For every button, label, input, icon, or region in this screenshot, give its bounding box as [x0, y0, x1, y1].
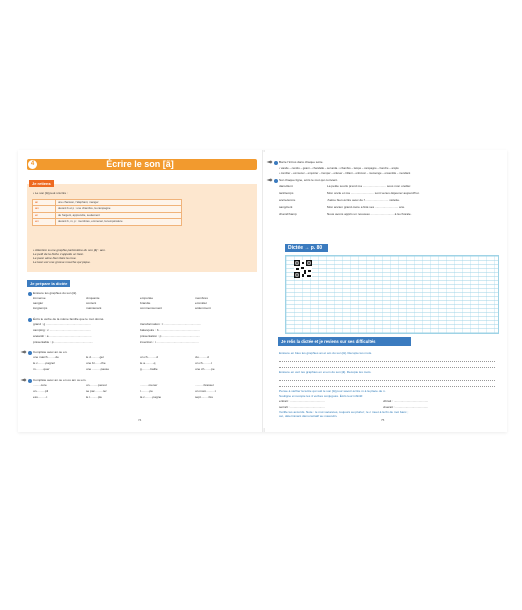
pencil-icon: [20, 350, 27, 354]
page-number-right: 75: [381, 418, 385, 422]
fill-blank[interactable]: m.........quer: [33, 367, 50, 371]
fill-blank[interactable]: un mom..........t: [195, 389, 216, 393]
retiens-example-3: Le taon est une grosse mouche qui pique.: [33, 260, 91, 264]
word: longtemps: [33, 306, 48, 310]
je-retiens-tag: Je retiens: [29, 180, 54, 187]
fill-blank[interactable]: une ..........pause: [86, 367, 110, 371]
qr-code-icon[interactable]: [294, 260, 312, 278]
pencil-icon: [20, 378, 27, 382]
fill-blank[interactable]: sept.........bre: [195, 395, 214, 399]
verb-answer[interactable]: entrait : ........................................: [279, 399, 325, 403]
pencil-icon: [266, 160, 273, 164]
graphie-example: devant b et p : une chambre, la campagne: [56, 206, 182, 212]
pencil-icon: [266, 178, 273, 182]
graphie-example: de l’argent, apprendre, seulement: [56, 212, 182, 218]
exercise-4-icon: [28, 379, 32, 383]
intrus-series-2[interactable]: • combler – emmener – emporter – tremper – enlever – trillant – enfoncer – mensonge – ensemble – mendiant: [279, 172, 411, 175]
answer-line[interactable]: [279, 386, 495, 387]
graphie-key: em: [33, 219, 56, 225]
exercise-1-icon: [28, 292, 32, 296]
relis-instruction-3: Pense à vérifier la lettre qui suit le son [ã] pour savoir écrire m à la place de n.: [279, 389, 386, 393]
fill-blank[interactable]: une br.......che: [86, 361, 106, 365]
exercise-6-icon: [274, 179, 278, 183]
fill-blank[interactable]: .........core: [33, 383, 47, 387]
exercise-1-instruction: Entoure les graphies du son [ã].: [33, 291, 77, 295]
fill-blank[interactable]: le c.........pagnol: [33, 361, 55, 365]
answer-line[interactable]: balançoire : b ...............................................: [140, 328, 200, 332]
verb-answer[interactable]: vibrait : ........................................: [383, 399, 429, 403]
word-pair: sang/cent: [279, 205, 293, 209]
exercise-4-instruction: Complète avec an ou en ou am ou em.: [33, 378, 87, 382]
fill-blank[interactable]: la c.........pagne: [140, 395, 162, 399]
answer-line[interactable]: anéantir : a .................................................: [33, 334, 92, 338]
exercise-5-instruction: Barre l’intrus dans chaque série.: [279, 160, 324, 164]
fill-blank[interactable]: r..........pe: [140, 389, 153, 393]
graphie-key: am: [33, 206, 56, 212]
fill-blank[interactable]: le d..........ger: [86, 355, 105, 359]
word: membres: [195, 296, 208, 300]
graphie-row: [33, 219, 182, 225]
word: maintenant: [86, 306, 102, 310]
word-pair: ancre/encre: [279, 198, 296, 202]
graphie-key: an: [33, 200, 56, 206]
answer-line[interactable]: camping : c ................................................: [33, 328, 91, 332]
answer-line[interactable]: [279, 367, 495, 368]
fill-blank[interactable]: un ch..........t: [195, 361, 213, 365]
word-pair: tant/temps: [279, 191, 294, 195]
graphie-example: devant b, m, p : membres, emmener, la température: [56, 219, 182, 225]
graphies-table: [32, 199, 182, 226]
word: brandie: [140, 301, 151, 305]
sentence-blank[interactable]: J’aime bien écrire avec de l’........................... violette.: [327, 198, 400, 202]
fill-blank[interactable]: ..........brasser: [195, 383, 214, 387]
fill-blank[interactable]: g..........baille: [140, 367, 158, 371]
sentence-blank[interactable]: Nous avons appris un nouveau ........................... à la chorale.: [327, 212, 412, 216]
word-pair: dans/dent: [279, 184, 293, 188]
je-prepare-tag: Je prépare la dictée: [27, 280, 70, 287]
verb-answer[interactable]: serraît : ........................................: [279, 405, 325, 409]
relis-instruction-2: Entoure en vert les graphies en et em du son [ã]. Recopie les mots.: [279, 370, 372, 374]
fill-blank[interactable]: le t.........ple: [86, 395, 102, 399]
lesson-number: 4: [27, 159, 38, 170]
left-page: [20, 152, 264, 428]
relis-instruction-5: Vérifie les accords. Note : le mot vacances, toujours au pluriel ; le c muet à la fin de mot banc ;: [279, 410, 409, 414]
relis-instruction-4: Souligne et recopie les 4 verbes conjugués. Écris leur infinitif.: [279, 394, 364, 398]
fill-blank[interactable]: ess..........t: [33, 395, 48, 399]
retiens-example-1: Le petit de la biche s’appelle un faon.: [33, 252, 85, 256]
exercise-2-instruction: Écris le verbe de la même famille que le mot donné.: [33, 317, 105, 321]
intrus-series-1[interactable]: • viande – cendre – géant – chandelle – sel anda. • chambre – lampe – campagne – hanche – ample: [279, 167, 399, 170]
fill-blank[interactable]: le a..........q: [140, 361, 156, 365]
word: emmêler: [195, 301, 208, 305]
answer-line[interactable]: invention : i .................................................: [140, 340, 199, 344]
answer-line[interactable]: [279, 361, 495, 362]
word: content: [86, 301, 97, 305]
answer-line[interactable]: présentation : p ............................................: [140, 334, 201, 338]
lesson-title: Écrire le son [ã]: [106, 159, 174, 169]
answer-line[interactable]: [279, 380, 495, 381]
word-pair: chant/champ: [279, 212, 297, 216]
right-page: [263, 152, 505, 428]
word: sangler: [33, 301, 44, 305]
word: ardemment: [195, 306, 211, 310]
page-number-left: 74: [138, 418, 142, 422]
fill-blank[interactable]: une march.........de: [33, 355, 59, 359]
graphie-example: une chanson, l’éléphant, manger: [56, 200, 182, 206]
word: emportée: [140, 296, 154, 300]
fill-blank[interactable]: du..........d: [195, 355, 209, 359]
fill-blank[interactable]: un ch..........d: [140, 355, 158, 359]
sentence-blank[interactable]: La petite souris prend ma ........................... sous mon oreiller.: [327, 184, 412, 188]
retiens-note: • Attention à une graphie particulière du son [ã] : aon.: [33, 248, 106, 252]
word: cinquante: [86, 296, 100, 300]
answer-line[interactable]: grand : g ....................................................: [33, 322, 91, 326]
word: immense: [33, 296, 46, 300]
dictee-tag[interactable]: Dictée → p. 80: [285, 244, 328, 252]
fill-blank[interactable]: un..........pereur: [86, 383, 107, 387]
relis-instruction-1: Entoure en bleu les graphies an et am du son [ã]. Recopie les mots.: [279, 351, 373, 355]
word: commencement: [140, 306, 163, 310]
exercise-5-icon: [274, 161, 278, 165]
je-relis-banner: Je relis la dictée et je reviens sur ses difficultés: [278, 337, 411, 346]
exercise-3-instruction: Complète avec an ou en.: [33, 350, 68, 354]
fill-blank[interactable]: ..........mener: [140, 383, 158, 387]
exercise-6-instruction: Sur chaque ligne, écris le mot qui convient.: [279, 178, 338, 182]
verb-answer[interactable]: viserait : ......................................: [383, 405, 429, 409]
sentence-blank[interactable]: Mon oncle et ma ........................... sont venus déjeuner aujourd’hui.: [327, 191, 420, 195]
exercise-2-icon: [28, 318, 32, 322]
exercise-3-icon: [28, 351, 32, 355]
graphie-key: en: [33, 212, 56, 218]
fill-blank[interactable]: une ch........pe: [195, 367, 215, 371]
seyes-grid-writing-area[interactable]: [285, 255, 499, 334]
relis-instruction-6: cet, déterminant démonstratif au masculin.: [279, 414, 338, 418]
retiens-intro: • Le son [ã] peut s’écrire :: [33, 191, 68, 195]
answer-line[interactable]: présentable : p .............................................: [33, 340, 94, 344]
sentence-blank[interactable]: Mon ancien grand-mère a fêté ses ........................... ans.: [327, 205, 405, 209]
fill-blank[interactable]: un..........pli: [33, 389, 49, 393]
retiens-example-2: Le paon aime bien faire la roue.: [33, 256, 77, 260]
fill-blank[interactable]: se par..........ter: [86, 389, 107, 393]
answer-line[interactable]: transformation : t ...........................................: [140, 322, 202, 326]
